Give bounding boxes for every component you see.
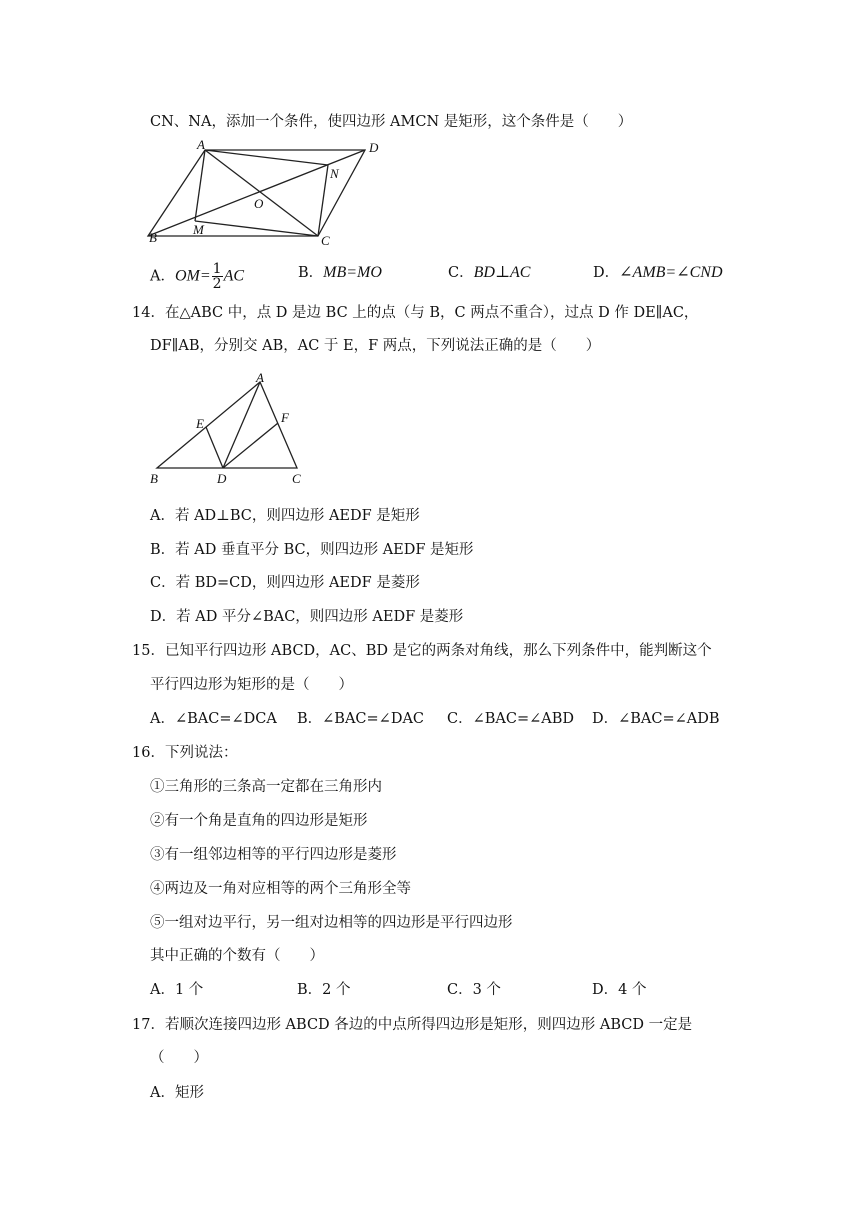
q16-statement-3: ③有一组邻边相等的平行四边形是菱形 [150,847,397,863]
q13-stem: CN、NA，添加一个条件，使四边形 AMCN 是矩形，这个条件是（ ） [150,114,633,130]
q15-option-c: C．∠BAC=∠ABD [447,711,575,727]
q14-option-b: B．若 AD 垂直平分 BC，则四边形 AEDF 是矩形 [150,542,474,558]
q15-option-b: B．∠BAC=∠DAC [297,711,425,727]
q15-option-a: A．∠BAC=∠DCA [150,711,277,727]
q13-option-b: B．MB=MO [298,264,382,281]
q13-label-b: B [149,230,157,245]
q16-option-c: C．3 个 [447,982,501,998]
q13-label-c: C [321,233,330,248]
q16-question: 其中正确的个数有（ ） [150,948,324,964]
q16-statement-2: ②有一个角是直角的四边形是矩形 [150,813,368,829]
q13-label-m: M [193,222,204,237]
fraction: $\frac{1}{2}$ [212,261,222,292]
q16-option-a: A．1 个 [150,982,204,998]
q14-option-d: D．若 AD 平分∠BAC，则四边形 AEDF 是菱形 [150,609,464,625]
q17-option-a: A．矩形 [150,1085,204,1101]
q15-stem-line2: 平行四边形为矩形的是（ ） [150,677,353,693]
q16-title: 16．下列说法： [132,745,238,761]
q13-option-d: D．∠AMB=∠CND [593,264,723,281]
q14-label-b: B [150,471,158,486]
q14-stem-line2: DF∥AB，分别交 AB，AC 于 E，F 两点，下列说法正确的是（ ） [150,338,601,354]
q14-label-a: A [256,370,264,385]
q13-parallelogram-figure [140,138,400,248]
q13-option-a: A．OM= $\frac{1}{2}$ AC [150,261,245,292]
q16-option-d: D．4 个 [592,982,647,998]
q14-option-a: A．若 AD⊥BC，则四边形 AEDF 是矩形 [150,508,420,524]
q16-statement-4: ④两边及一角对应相等的两个三角形全等 [150,881,411,897]
q13-label-n: N [330,166,339,181]
q14-label-f: F [281,410,289,425]
q14-label-c: C [292,471,301,486]
q13-label-d: D [369,140,379,155]
q17-stem-line1: 17．若顺次连接四边形 ABCD 各边的中点所得四边形是矩形，则四边形 ABCD 一定是 [132,1017,693,1033]
q15-stem-line1: 15．已知平行四边形 ABCD，AC、BD 是它的两条对角线，那么下列条件中，能判断这个 [132,643,712,659]
q14-label-e: E [196,416,204,431]
q14-option-c: C．若 BD=CD，则四边形 AEDF 是菱形 [150,575,420,591]
q16-statement-5: ⑤一组对边平行，另一组对边相等的四边形是平行四边形 [150,915,513,931]
q16-option-b: B．2 个 [297,982,351,998]
q13-option-c: C．BD⊥AC [448,264,531,281]
q14-triangle-figure [145,370,325,490]
q13-label-a: A [197,138,205,152]
q14-label-d: D [217,471,227,486]
q16-statement-1: ①三角形的三条高一定都在三角形内 [150,779,382,795]
q17-stem-line2: （ ） [150,1050,208,1066]
q13-label-o: O [254,196,264,211]
q15-option-d: D．∠BAC=∠ADB [592,711,720,727]
q14-stem-line1: 14．在△ABC 中，点 D 是边 BC 上的点（与 B，C 两点不重合），过点 D 作 DE∥AC， [132,305,699,321]
